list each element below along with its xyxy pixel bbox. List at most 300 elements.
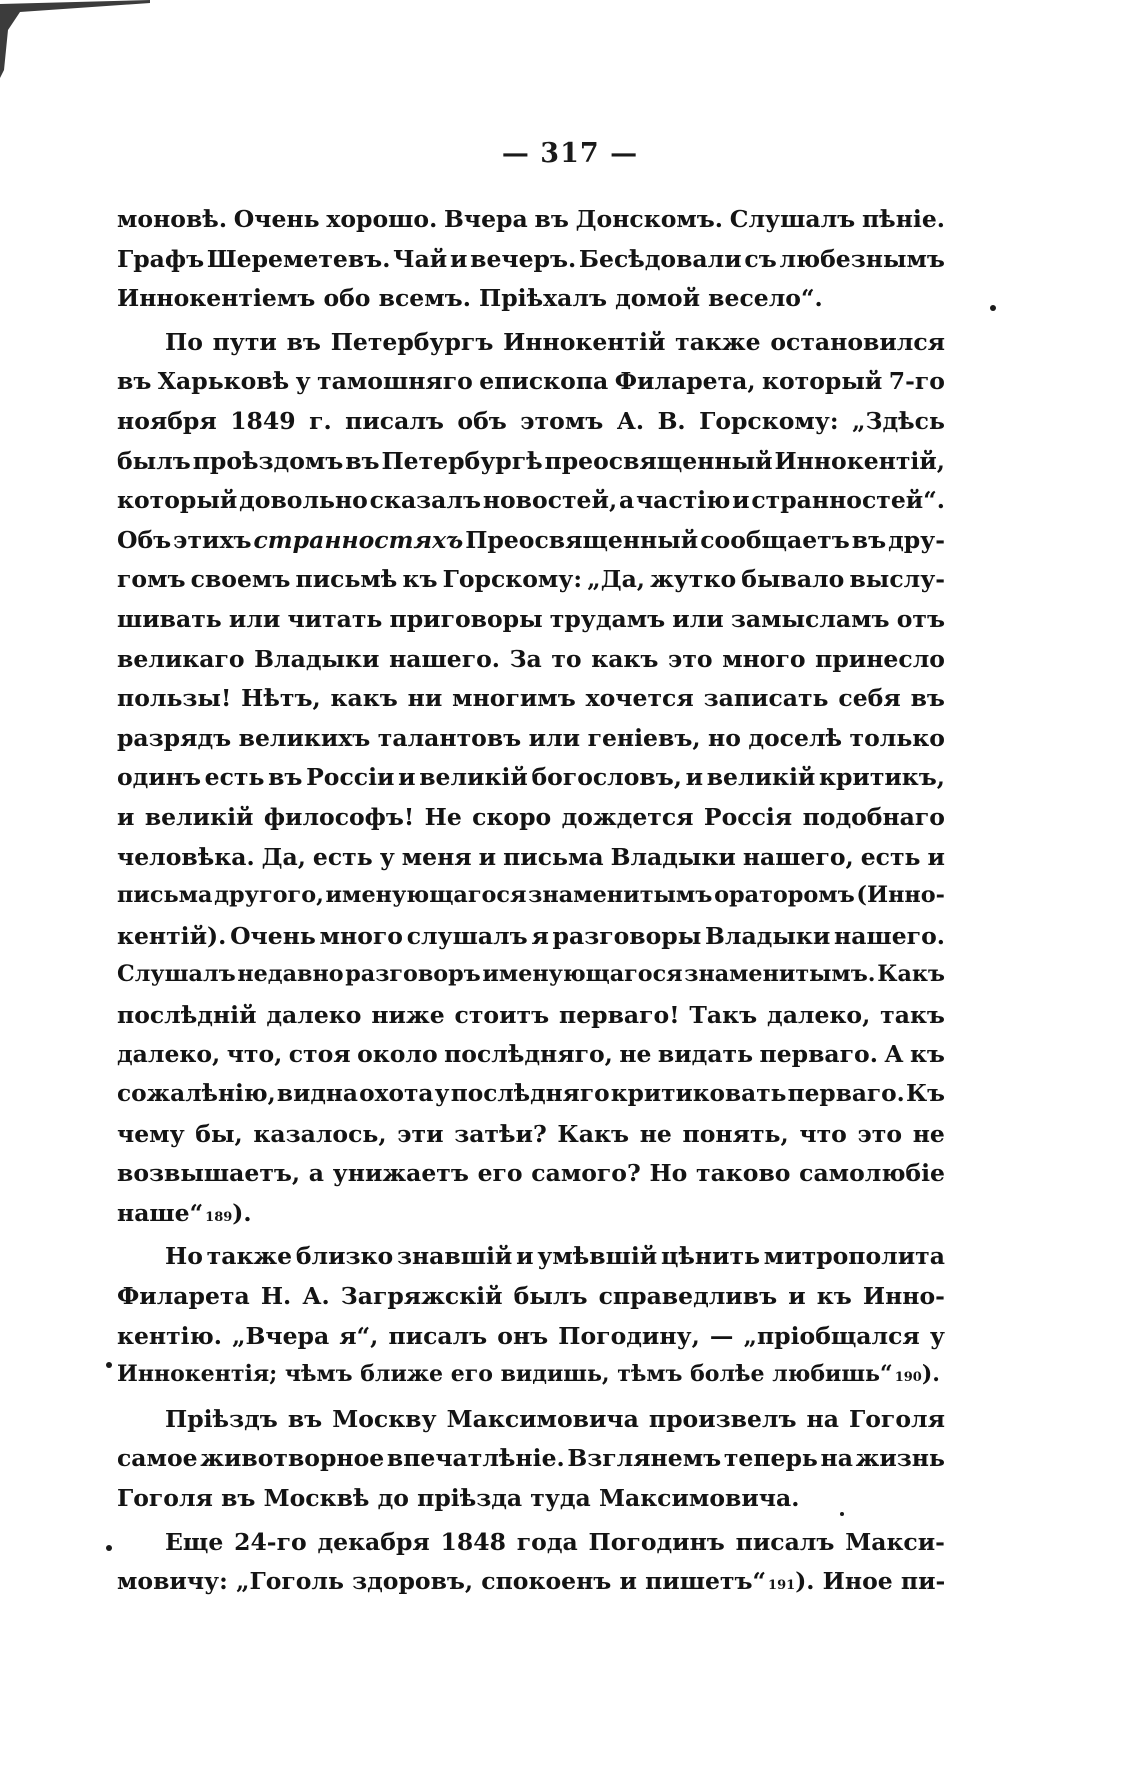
- line-text: Иннокентіемъ обо всемъ. Пріѣхалъ домой весело“.: [117, 284, 823, 313]
- paragraph-start-line: [117, 1405, 945, 1445]
- word: въ: [534, 205, 569, 233]
- word: новостей,: [482, 486, 618, 515]
- word: самое: [117, 1444, 198, 1473]
- word: остановился: [770, 327, 945, 356]
- word: Какъ: [877, 961, 945, 988]
- word: какъ: [591, 644, 659, 673]
- word: человѣка.: [117, 842, 255, 871]
- word: стоя: [288, 1040, 351, 1069]
- word: перваго!: [559, 1000, 680, 1029]
- word: Владыки: [254, 644, 380, 673]
- word: около: [357, 1040, 438, 1069]
- word: 24-го: [234, 1527, 307, 1556]
- word: его: [477, 1159, 523, 1188]
- word: частію: [635, 486, 731, 515]
- word: знавшій: [396, 1242, 513, 1271]
- word: одинъ: [117, 763, 201, 792]
- word: 7-го: [888, 367, 945, 396]
- line-text: мовичу: „Гоголь здоровъ, спокоенъ и пишетъ“: [117, 1567, 767, 1596]
- word: видать: [657, 1040, 754, 1069]
- word: писалъ: [735, 1527, 835, 1556]
- text-line: [117, 724, 945, 764]
- word: былъ: [513, 1282, 588, 1311]
- word: къ: [816, 1282, 852, 1311]
- word: бывало: [741, 565, 845, 594]
- word: слушалъ: [406, 921, 528, 950]
- word: тамошняго: [317, 367, 473, 396]
- word: и: [516, 1242, 534, 1271]
- word: у: [929, 1321, 945, 1350]
- word: къ: [402, 565, 438, 594]
- text-line: [117, 922, 945, 962]
- word: писалъ: [345, 406, 444, 435]
- word: трудамъ: [549, 604, 666, 633]
- paragraph-start-line: [117, 1242, 945, 1282]
- page-corner-mark: [0, 0, 150, 90]
- word: самого?: [531, 1159, 641, 1188]
- word: перваго.: [759, 1040, 878, 1069]
- word: епископа: [479, 367, 609, 396]
- word: хочется: [585, 684, 694, 713]
- word: разговоры: [552, 921, 702, 950]
- text-line: [117, 1001, 945, 1041]
- word: Какъ: [557, 1119, 630, 1148]
- word: подобнаго: [802, 802, 945, 831]
- text-line: [117, 447, 945, 487]
- word: критикъ,: [818, 763, 945, 792]
- word: года: [516, 1527, 578, 1556]
- word: Погодинъ: [588, 1527, 725, 1556]
- paragraph-start-line: [117, 1528, 945, 1568]
- word: умѣвшій: [537, 1242, 658, 1271]
- word: много: [319, 921, 403, 950]
- word: преосвященный: [544, 446, 773, 475]
- word: охота: [359, 1080, 434, 1108]
- word: Инно-: [862, 1282, 945, 1311]
- word: который: [117, 486, 238, 515]
- text-line: [117, 803, 945, 843]
- footnote-close: ).: [921, 1361, 940, 1388]
- footnote-ref: 190: [894, 1370, 922, 1386]
- word: этихъ: [173, 525, 252, 554]
- word: сказалъ: [369, 486, 481, 515]
- text-line: [117, 1120, 945, 1160]
- footnote-ref: 191: [768, 1578, 796, 1594]
- word: нашего,: [742, 842, 854, 871]
- word: Петербургъ: [330, 327, 494, 356]
- word: къ: [909, 1040, 945, 1069]
- word: нашего.: [834, 921, 945, 950]
- word: и: [478, 842, 497, 871]
- text-line: [117, 1282, 945, 1322]
- word: Горскому:: [442, 565, 583, 594]
- word: этомъ: [520, 406, 604, 435]
- word: Гоголя: [849, 1404, 945, 1433]
- word: произвелъ: [648, 1404, 797, 1433]
- word: выслу-: [849, 565, 945, 594]
- word: въ: [851, 525, 887, 554]
- word: геніевъ,: [587, 723, 701, 752]
- word: и: [732, 486, 750, 515]
- word: великаго: [117, 644, 245, 673]
- word: Филарета,: [614, 367, 756, 396]
- word: Погодину,: [558, 1321, 700, 1350]
- word: есть: [204, 763, 265, 792]
- word: ниже: [371, 1000, 445, 1029]
- word: дождется: [561, 802, 694, 831]
- word: и: [788, 1282, 806, 1311]
- word: Донскомъ.: [575, 205, 723, 233]
- word: такъ: [880, 1000, 945, 1029]
- word: ораторомъ: [714, 882, 855, 909]
- word: это: [668, 644, 713, 673]
- word: моновѣ.: [117, 205, 227, 233]
- word: Иннокентій: [503, 327, 666, 356]
- word: письмѣ: [295, 565, 398, 594]
- word: письма: [503, 842, 604, 871]
- word: писалъ: [388, 1321, 488, 1350]
- word: г.: [309, 406, 332, 435]
- page-number: — 317 —: [501, 138, 639, 169]
- word: Иннокентій,: [774, 446, 945, 475]
- word: Максимовича: [446, 1404, 639, 1433]
- word: не: [639, 1119, 672, 1148]
- word: декабря: [317, 1527, 430, 1556]
- ink-speck: [990, 305, 996, 311]
- word: послѣдняго,: [444, 1040, 613, 1069]
- word: любезнымъ: [779, 244, 945, 273]
- word: Да,: [261, 842, 306, 871]
- word: бы,: [195, 1119, 243, 1148]
- word: Владыки: [610, 842, 736, 871]
- text-line: [117, 605, 945, 645]
- word: великихъ: [238, 723, 371, 752]
- word: понять,: [682, 1119, 789, 1148]
- text-line: [117, 486, 945, 526]
- ink-speck: [106, 1362, 112, 1368]
- word: въ: [910, 684, 945, 713]
- word: Владыки: [705, 921, 831, 950]
- footnote-close: ).: [232, 1198, 252, 1227]
- word: кентій).: [117, 921, 227, 950]
- word: на: [820, 1444, 853, 1473]
- word: довольно: [239, 486, 368, 515]
- word: впечатлѣніе.: [386, 1444, 565, 1473]
- word: Н.: [260, 1282, 292, 1311]
- word: Графъ: [117, 244, 205, 273]
- word: Горскому:: [699, 406, 839, 435]
- word: есть: [860, 842, 921, 871]
- word: Очень: [230, 921, 316, 950]
- word: унижаетъ: [332, 1159, 469, 1188]
- word: а: [618, 486, 635, 515]
- word: Слушалъ: [117, 961, 236, 988]
- text-line: [117, 1040, 945, 1080]
- word: критиковать: [610, 1080, 787, 1108]
- word: А.: [302, 1282, 330, 1311]
- word: у: [295, 367, 311, 396]
- word: философъ!: [263, 802, 415, 831]
- word: вечеръ.: [470, 244, 577, 273]
- word: Харьковѣ: [157, 367, 290, 396]
- word: пѣніе.: [861, 205, 945, 233]
- word: читать: [287, 604, 383, 633]
- word: Петербургѣ: [381, 446, 543, 475]
- word: какъ: [330, 684, 398, 713]
- word: казалось,: [253, 1119, 387, 1148]
- word: странностей“.: [751, 486, 945, 515]
- word: былъ: [117, 446, 191, 475]
- word: не: [619, 1040, 652, 1069]
- word: или: [672, 604, 724, 633]
- word: По: [165, 327, 203, 356]
- word: или: [528, 723, 581, 752]
- word: 1848: [440, 1527, 506, 1556]
- word: Пріѣздъ: [165, 1404, 278, 1433]
- word: Вчера: [444, 205, 528, 233]
- text-line: [117, 1567, 945, 1607]
- footnote-ref: 189: [205, 1209, 233, 1225]
- line-text: наше“: [117, 1198, 204, 1227]
- word: и: [685, 763, 704, 792]
- word: далеко: [266, 1000, 362, 1029]
- word: разговоръ: [345, 961, 481, 988]
- line-text: ). Иное пи-: [795, 1567, 946, 1596]
- word: далеко,: [767, 1000, 871, 1029]
- word: себя: [838, 684, 901, 713]
- text-line: [117, 763, 945, 803]
- word: сожалѣнію,: [117, 1080, 276, 1108]
- word: другого,: [214, 882, 324, 909]
- word: „Здѣсь: [852, 406, 945, 435]
- text-line: [117, 284, 945, 324]
- word: ни: [407, 684, 443, 713]
- word: великій: [419, 763, 528, 792]
- text-line: [117, 1080, 945, 1120]
- word: Россіи: [306, 763, 395, 792]
- word: перваго.: [787, 1080, 905, 1108]
- word: пути: [212, 327, 277, 356]
- word: онъ: [497, 1321, 549, 1350]
- word: и: [449, 244, 468, 273]
- ink-speck: [106, 1545, 112, 1551]
- word: и: [117, 802, 135, 831]
- word: съ: [744, 244, 777, 273]
- word: „пріобщался: [743, 1321, 920, 1350]
- word: близко: [295, 1242, 394, 1271]
- word: Чай: [393, 244, 448, 273]
- word: именующагося: [325, 882, 527, 909]
- word: Объ: [117, 525, 172, 554]
- word: доселѣ: [748, 723, 843, 752]
- word: знаменитымъ: [528, 882, 713, 909]
- word: отъ: [896, 604, 945, 633]
- word: За: [509, 644, 542, 673]
- word: жутко: [650, 565, 737, 594]
- word: на: [806, 1404, 839, 1433]
- word: великій: [706, 763, 816, 792]
- word: А.: [616, 406, 645, 435]
- word: затѣи?: [454, 1119, 547, 1148]
- word: Еще: [165, 1527, 224, 1556]
- word: Загряжскій: [340, 1282, 503, 1311]
- word: также: [206, 1242, 293, 1271]
- word: (Инно-: [856, 882, 945, 909]
- word: самолюбіе: [799, 1159, 945, 1188]
- body-text: [117, 205, 945, 1607]
- word: что,: [226, 1040, 283, 1069]
- word: въ: [345, 446, 380, 475]
- word: Слушалъ: [729, 205, 856, 233]
- word: есть: [312, 842, 373, 871]
- word: который: [762, 367, 883, 396]
- word: только: [849, 723, 945, 752]
- word: возвышаетъ,: [117, 1159, 301, 1188]
- line-text: Гоголя въ Москвѣ до пріѣзда туда Максимовича.: [117, 1484, 800, 1512]
- word: А: [884, 1040, 904, 1069]
- text-line: [117, 1444, 945, 1484]
- word: стоитъ: [454, 1000, 550, 1029]
- word: В.: [657, 406, 686, 435]
- word: письма: [117, 882, 213, 909]
- word: Нѣтъ,: [241, 684, 321, 713]
- word: принесло: [815, 644, 945, 673]
- word: Макси-: [845, 1527, 945, 1556]
- word: шивать: [117, 604, 222, 633]
- word: скоро: [472, 802, 552, 831]
- word: я: [531, 921, 549, 950]
- word: послѣдняго: [450, 1080, 610, 1108]
- word: Филарета: [117, 1282, 250, 1311]
- word: Россія: [703, 802, 793, 831]
- word: ноября: [117, 406, 217, 435]
- word: митрополита: [763, 1242, 945, 1271]
- text-line: [117, 526, 945, 566]
- word: недавно: [237, 961, 344, 988]
- word: Такъ: [689, 1000, 758, 1029]
- word: многимъ: [452, 684, 576, 713]
- word: или: [228, 604, 281, 633]
- paragraph-start-line: [117, 328, 945, 368]
- word: 1849: [230, 406, 296, 435]
- word: меня: [401, 842, 472, 871]
- word: не: [912, 1119, 945, 1148]
- word: Бесѣдовали: [578, 244, 742, 273]
- text-line: [117, 882, 945, 922]
- word: Но: [165, 1242, 203, 1271]
- word: приговоры: [389, 604, 543, 633]
- word: знаменитымъ.: [684, 961, 876, 988]
- word: разрядъ: [117, 723, 232, 752]
- word: жизнь: [855, 1444, 945, 1473]
- text-line: [117, 367, 945, 407]
- text-line: [117, 645, 945, 685]
- ink-speck: [840, 1512, 844, 1516]
- word: Но: [649, 1159, 688, 1188]
- word: это: [857, 1119, 903, 1148]
- word: таково: [696, 1159, 791, 1188]
- word: и: [927, 842, 945, 871]
- word: что: [799, 1119, 847, 1148]
- line-text: Иннокентія; чѣмъ ближе его видишь, тѣмъ болѣе любишь“: [117, 1361, 893, 1388]
- text-line: [117, 1361, 945, 1401]
- word: справедливъ: [598, 1282, 778, 1311]
- text-line: [117, 407, 945, 447]
- word: въ: [286, 327, 321, 356]
- text-line: [117, 1484, 945, 1524]
- text-line: [117, 1199, 945, 1239]
- word: Очень: [233, 205, 320, 233]
- text-line: [117, 1159, 945, 1199]
- word: проѣздомъ: [192, 446, 344, 475]
- word: чему: [117, 1119, 185, 1148]
- text-line: [117, 961, 945, 1001]
- word: талантовъ: [377, 723, 522, 752]
- text-line: [117, 1322, 945, 1362]
- word: „Да,: [587, 565, 645, 594]
- word: эти: [397, 1119, 444, 1148]
- word: Не: [424, 802, 462, 831]
- word: —: [709, 1321, 734, 1350]
- text-line: [117, 684, 945, 724]
- text-line: [117, 843, 945, 883]
- word: въ: [117, 367, 152, 396]
- word: замысламъ: [730, 604, 890, 633]
- word: то: [551, 644, 582, 673]
- word: у: [434, 1080, 450, 1108]
- word: записать: [703, 684, 829, 713]
- word: цѣнить: [661, 1242, 761, 1271]
- word: своемъ: [190, 565, 291, 594]
- word: видна: [276, 1080, 358, 1108]
- word: пользы!: [117, 684, 232, 713]
- text-line: [117, 205, 945, 245]
- word: гомъ: [117, 565, 186, 594]
- word: хорошо.: [326, 205, 438, 233]
- word: нашего.: [389, 644, 500, 673]
- word: богословъ,: [531, 763, 682, 792]
- word: и: [398, 763, 416, 792]
- word: а: [308, 1159, 325, 1188]
- word: Къ: [905, 1080, 945, 1108]
- word: также: [675, 327, 761, 356]
- word: послѣдній: [117, 1000, 257, 1029]
- word: Взглянемъ: [567, 1444, 722, 1473]
- word: далеко,: [117, 1040, 221, 1069]
- word: въ: [287, 1404, 323, 1433]
- word: дру-: [888, 525, 945, 554]
- word: именующагося: [482, 961, 683, 988]
- word: животворное: [200, 1444, 385, 1473]
- word: но: [708, 723, 741, 752]
- word: Преосвященный: [465, 525, 699, 554]
- word: странностяхъ: [253, 525, 464, 554]
- text-line: [117, 245, 945, 285]
- word: сообщаетъ: [700, 525, 850, 554]
- word: „Вчера: [231, 1321, 330, 1350]
- word: кентію.: [117, 1321, 222, 1350]
- word: объ: [457, 406, 507, 435]
- word: Москву: [332, 1404, 437, 1433]
- text-line: [117, 565, 945, 605]
- word: великій: [144, 802, 254, 831]
- word: я“,: [339, 1321, 379, 1350]
- word: у: [379, 842, 395, 871]
- word: много: [722, 644, 806, 673]
- word: въ: [268, 763, 303, 792]
- word: теперь: [723, 1444, 818, 1473]
- word: Шереметевъ.: [206, 244, 391, 273]
